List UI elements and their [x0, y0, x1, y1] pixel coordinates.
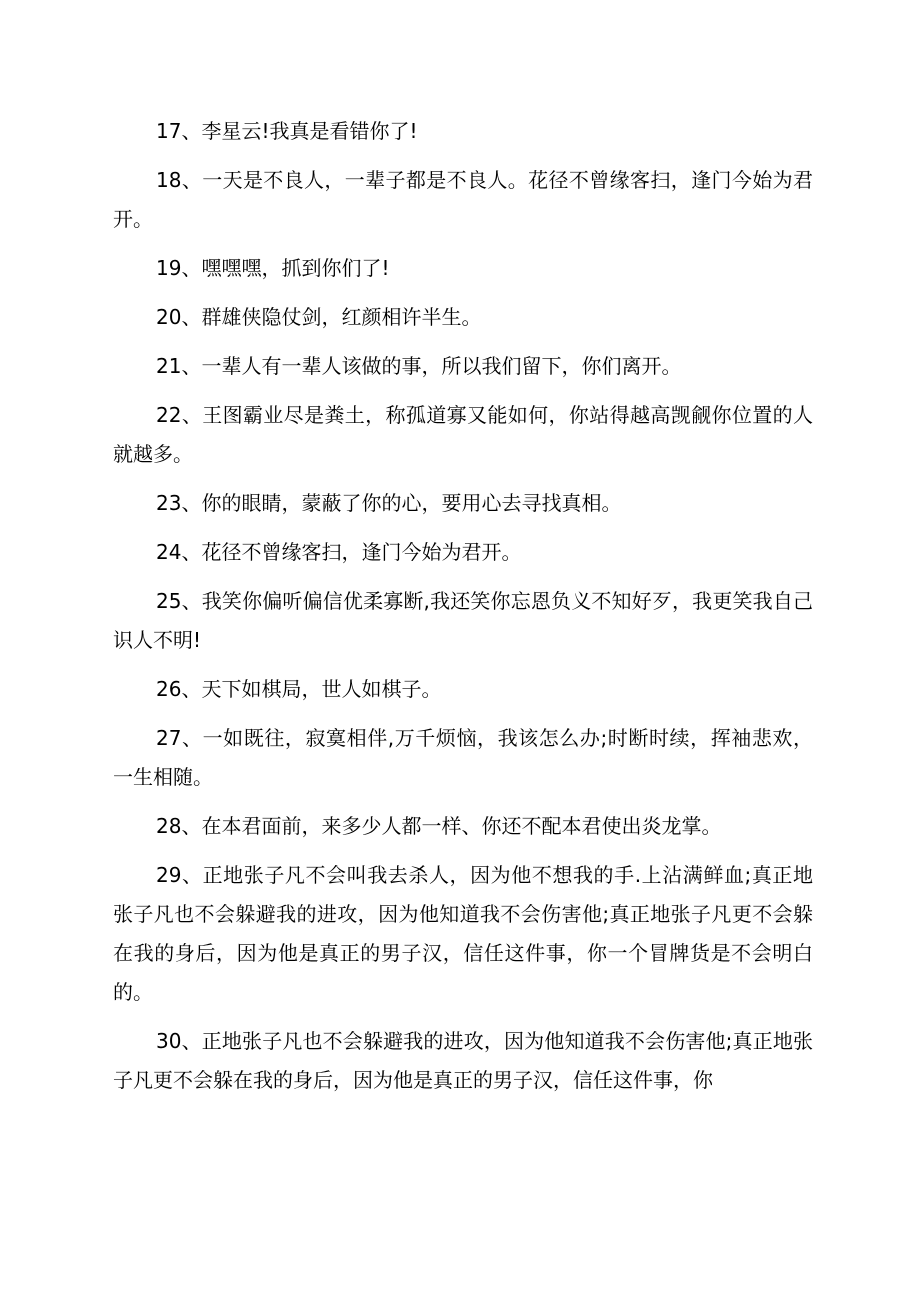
paragraph-17: 17、李星云!我真是看错你了! [156, 119, 418, 143]
paragraph-25: 25、我笑你偏听偏信优柔寡断,我还笑你忘恩负义不知好歹，我更笑我自己识人不明! [113, 589, 813, 652]
paragraph-23: 23、你的眼睛，蒙蔽了你的心，要用心去寻找真相。 [156, 491, 622, 515]
paragraph-19: 19、嘿嘿嘿，抓到你们了! [156, 256, 390, 280]
paragraph-30: 30、正地张子凡也不会躲避我的进攻，因为他知道我不会伤害他;真正地张子凡更不会躲在我的身后，因为他是真正的男子汉，信任这件事，你 [113, 1029, 813, 1092]
paragraph-22: 22、王图霸业尽是粪土，称孤道寡又能如何，你站得越高觊觎你位置的人就越多。 [113, 403, 813, 466]
paragraph-18: 18、一天是不良人，一辈子都是不良人。花径不曾缘客扫，逢门今始为君开。 [113, 168, 813, 231]
paragraph-20: 20、群雄侠隐仗剑，红颜相许半生。 [156, 305, 482, 329]
paragraph-27: 27、一如既往，寂寞相伴,万千烦恼，我该怎么办;时断时续，挥袖悲欢，一生相随。 [113, 726, 813, 789]
document-body [113, 112, 813, 1110]
paragraph-28: 28、在本君面前，来多少人都一样、你还不配本君使出炎龙掌。 [156, 814, 722, 838]
paragraph-24: 24、花径不曾缘客扫，逢门今始为君开。 [156, 540, 522, 564]
paragraph-29: 29、正地张子凡不会叫我去杀人，因为他不想我的手.上沾满鲜血;真正地张子凡也不会躲避我的进攻，因为他知道我不会伤害他;真正地张子凡更不会躲在我的身后，因为他是真正的男子汉，信任这件事，你一个冒牌货是不会明白的。 [113, 863, 813, 1004]
paragraph-26: 26、天下如棋局，世人如棋子。 [156, 677, 442, 701]
paragraph-21: 21、一辈人有一辈人该做的事，所以我们留下，你们离开。 [156, 354, 682, 378]
